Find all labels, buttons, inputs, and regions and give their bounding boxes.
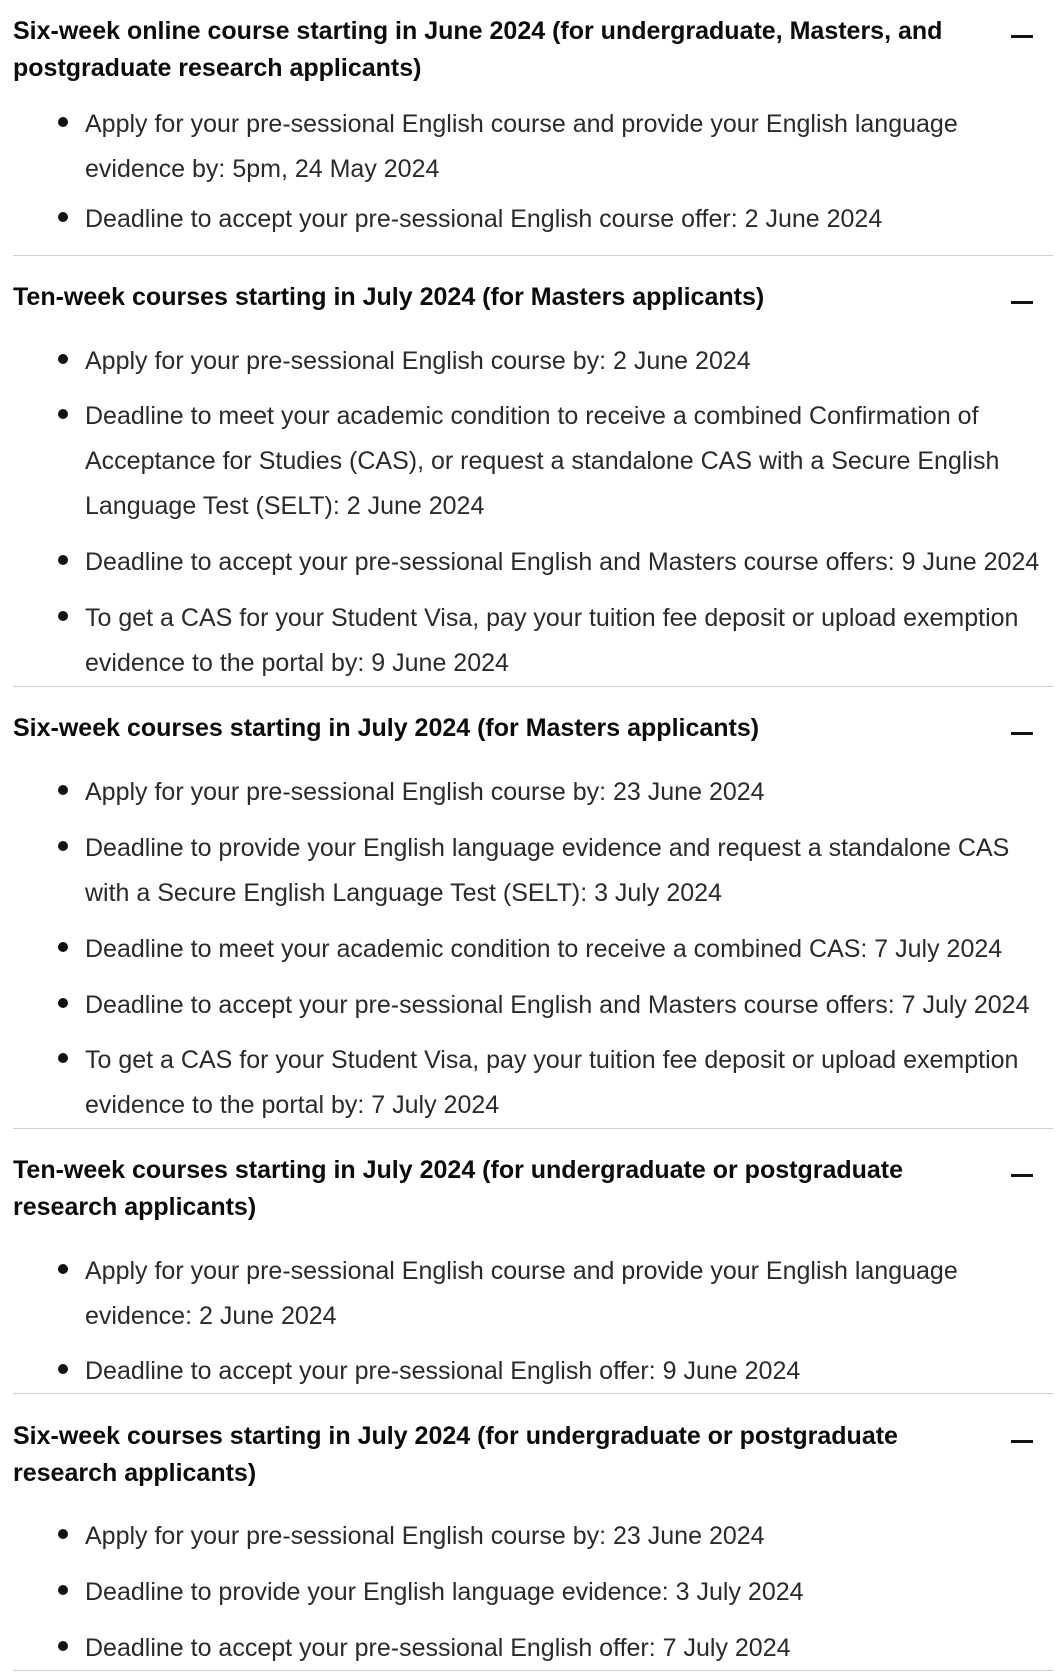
- collapse-toggle-button[interactable]: [1003, 17, 1049, 49]
- list-item-text: Apply for your pre-sessional English course and provide your English language evidence: 2 June 2024: [85, 1257, 958, 1330]
- list-item-text: Apply for your pre-sessional English course by: 23 June 2024: [85, 778, 765, 806]
- section-header[interactable]: [13, 13, 1053, 93]
- bullet-icon: [58, 1529, 68, 1539]
- section-divider: [13, 1670, 1053, 1671]
- list-item-text: Apply for your pre-sessional English course by: 23 June 2024: [85, 1522, 765, 1550]
- list-item-text: Deadline to meet your academic condition to receive a combined CAS: 7 July 2024: [85, 935, 1003, 963]
- collapse-toggle-button[interactable]: [1003, 283, 1049, 315]
- section-title: Ten-week courses starting in July 2024 (for undergraduate or postgraduate research applicants): [13, 1156, 904, 1221]
- list-item-text: Apply for your pre-sessional English course by: 2 June 2024: [85, 347, 751, 375]
- bullet-icon: [58, 555, 68, 565]
- minus-icon: [1011, 35, 1033, 38]
- list-item-text: Deadline to accept your pre-sessional English and Masters course offers: 9 June 2024: [85, 548, 1040, 576]
- minus-icon: [1011, 1440, 1033, 1443]
- section-title: Six-week courses starting in July 2024 (for undergraduate or postgraduate research applicants): [13, 1422, 898, 1487]
- bullet-icon: [58, 212, 68, 222]
- bullet-icon: [58, 117, 68, 127]
- list-item-text: To get a CAS for your Student Visa, pay your tuition fee deposit or upload exemption evidence to the portal by: 7 July 2024: [85, 1046, 1019, 1119]
- list-item-text: Deadline to provide your English language evidence: 3 July 2024: [85, 1578, 804, 1606]
- section-header[interactable]: [13, 1152, 1053, 1232]
- section-divider: [13, 255, 1053, 256]
- section-title: Six-week online course starting in June 2024 (for undergraduate, Masters, and postgraduate research applicants): [13, 17, 943, 82]
- section-title: Six-week courses starting in July 2024 (for Masters applicants): [13, 714, 760, 742]
- list-item-text: To get a CAS for your Student Visa, pay your tuition fee deposit or upload exemption evidence to the portal by: 9 June 2024: [85, 604, 1019, 677]
- bullet-icon: [58, 354, 68, 364]
- collapse-toggle-button[interactable]: [1003, 714, 1049, 746]
- minus-icon: [1011, 732, 1033, 735]
- bullet-icon: [58, 1585, 68, 1595]
- collapse-toggle-button[interactable]: [1003, 1422, 1049, 1454]
- bullet-icon: [58, 409, 68, 419]
- section-divider: [13, 1393, 1053, 1394]
- list-item-text: Deadline to accept your pre-sessional English offer: 7 July 2024: [85, 1634, 791, 1662]
- section-divider: [13, 686, 1053, 687]
- minus-icon: [1011, 301, 1033, 304]
- list-item-text: Deadline to accept your pre-sessional English course offer: 2 June 2024: [85, 205, 883, 233]
- list-item-text: Apply for your pre-sessional English course and provide your English language evidence by: 5pm, 24 May 2024: [85, 110, 958, 183]
- bullet-icon: [58, 1053, 68, 1063]
- bullet-icon: [58, 841, 68, 851]
- section-title: Ten-week courses starting in July 2024 (for Masters applicants): [13, 283, 765, 311]
- bullet-icon: [58, 998, 68, 1008]
- bullet-icon: [58, 611, 68, 621]
- bullet-icon: [58, 942, 68, 952]
- bullet-icon: [58, 1641, 68, 1651]
- minus-icon: [1011, 1174, 1033, 1177]
- section-header[interactable]: [13, 1418, 1053, 1498]
- list-item-text: Deadline to accept your pre-sessional English and Masters course offers: 7 July 2024: [85, 991, 1030, 1019]
- list-item-text: Deadline to meet your academic condition to receive a combined Confirmation of Acceptance for Studies (CAS), or request a standalone CAS with a Secure English Language Test (SELT): 2 June 2024: [85, 402, 1000, 520]
- list-item-text: Deadline to accept your pre-sessional English offer: 9 June 2024: [85, 1357, 801, 1385]
- bullet-icon: [58, 785, 68, 795]
- collapse-toggle-button[interactable]: [1003, 1156, 1049, 1188]
- list-item-text: Deadline to provide your English language evidence and request a standalone CAS with a Secure English Language Test (SELT): 3 July 2024: [85, 834, 1010, 907]
- section-divider: [13, 1128, 1053, 1129]
- bullet-icon: [58, 1264, 68, 1274]
- bullet-icon: [58, 1364, 68, 1374]
